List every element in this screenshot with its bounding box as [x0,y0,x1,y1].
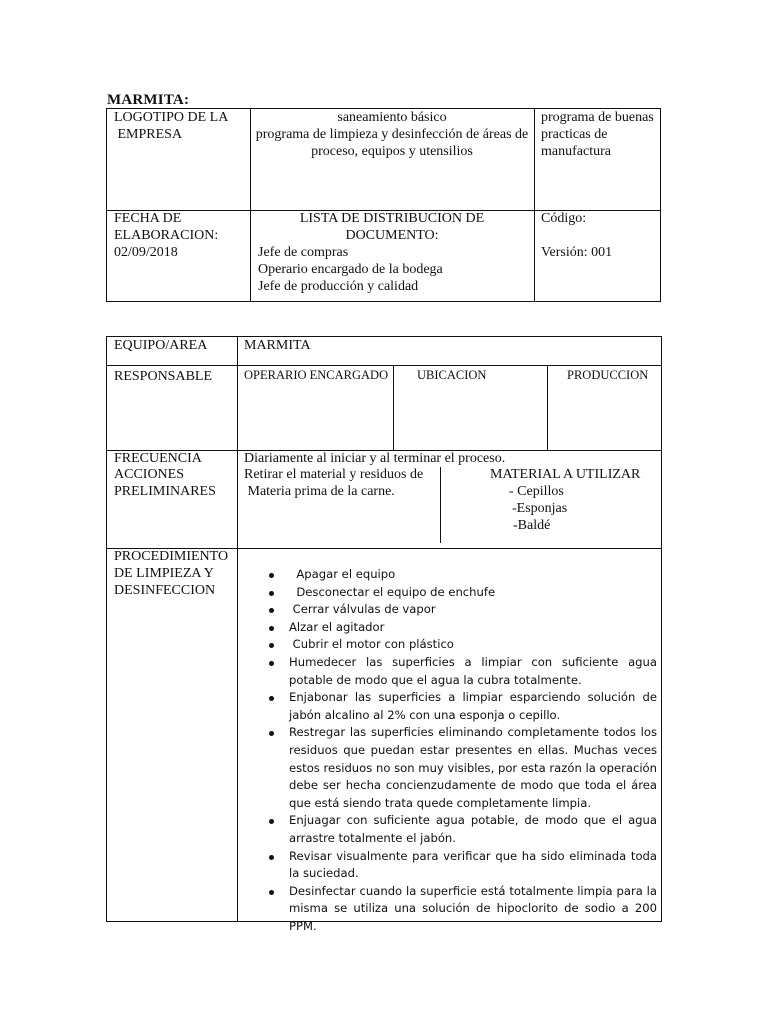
list-item: Desconectar el equipo de enchufe [261,584,657,602]
list-item: Restregar las superficies eliminando completamente todos los residuos que puedan estar presentes en ellas. Muchas veces estos residuos no son muy visibles, por esta razón la operación debe ser hecha concienzudamente de modo que toda el área que está siendo trata quede completamente limpia. [261,724,657,812]
document-title: MARMITA: [107,92,190,108]
list-item: Cubrir el motor con plástico [261,636,657,654]
list-item: Revisar visualmente para verificar que ha sido eliminada toda la suciedad. [261,848,657,883]
equipo-label: EQUIPO/AREA [114,338,208,353]
material-title: MATERIAL A UTILIZAR [490,467,641,482]
frecuencia-label: FRECUENCIA [114,451,202,466]
material-list: - Cepillos -Esponjas -Baldé [509,484,568,533]
list-item: Humedecer las superficies a limpiar con suficiente agua potable de modo que el agua la cubra totalmente. [261,654,657,689]
bpm-cell: programa de buenas practicas de manufactura [541,110,654,159]
distribution-cell: LISTA DE DISTRIBUCION DE DOCUMENTO: Jefe de compras Operario encargado de la bodega Jefe de producción y calidad [258,211,485,294]
responsable-ubicacion: UBICACION [417,368,487,382]
list-item: Enjuagar con suficiente agua potable, de modo que el agua arrastre totalmente el jabón. [261,812,657,847]
procedimiento-label: PROCEDIMIENTO DE LIMPIEZA Y DESINFECCION [114,549,229,598]
responsable-label: RESPONSABLE [114,369,213,384]
list-item: Alzar el agitador [261,619,657,637]
acciones-value: Retirar el material y residuos de Materia prima de la carne. [244,467,424,499]
logo-cell: LOGOTIPO DE LA EMPRESA [114,110,229,142]
responsable-operario: OPERARIO ENCARGADO [244,368,389,382]
list-item: Desinfectar cuando la superficie está totalmente limpia para la misma se utiliza una solución de hipoclorito de sodio a 200 PPM. [261,883,657,936]
responsable-produccion: PRODUCCION [567,368,649,382]
list-item: Enjabonar las superficies a limpiar esparciendo solución de jabón alcalino al 2% con una esponja o cepillo. [261,689,657,724]
list-item: Apagar el equipo [261,566,657,584]
acciones-label: ACCIONES PRELIMINARES [114,467,216,499]
fecha-cell: FECHA DE ELABORACION: 02/09/2018 [114,211,219,260]
codigo-cell: Código: Versión: 001 [541,211,613,260]
program-cell: saneamiento básico programa de limpieza y desinfección de áreas de proceso, equipos y utensilios [255,110,529,159]
equipo-value: MARMITA [244,338,311,353]
frecuencia-value: Diariamente al iniciar y al terminar el proceso. [244,451,506,466]
list-item: Cerrar válvulas de vapor [261,601,657,619]
procedure-list [261,566,657,935]
